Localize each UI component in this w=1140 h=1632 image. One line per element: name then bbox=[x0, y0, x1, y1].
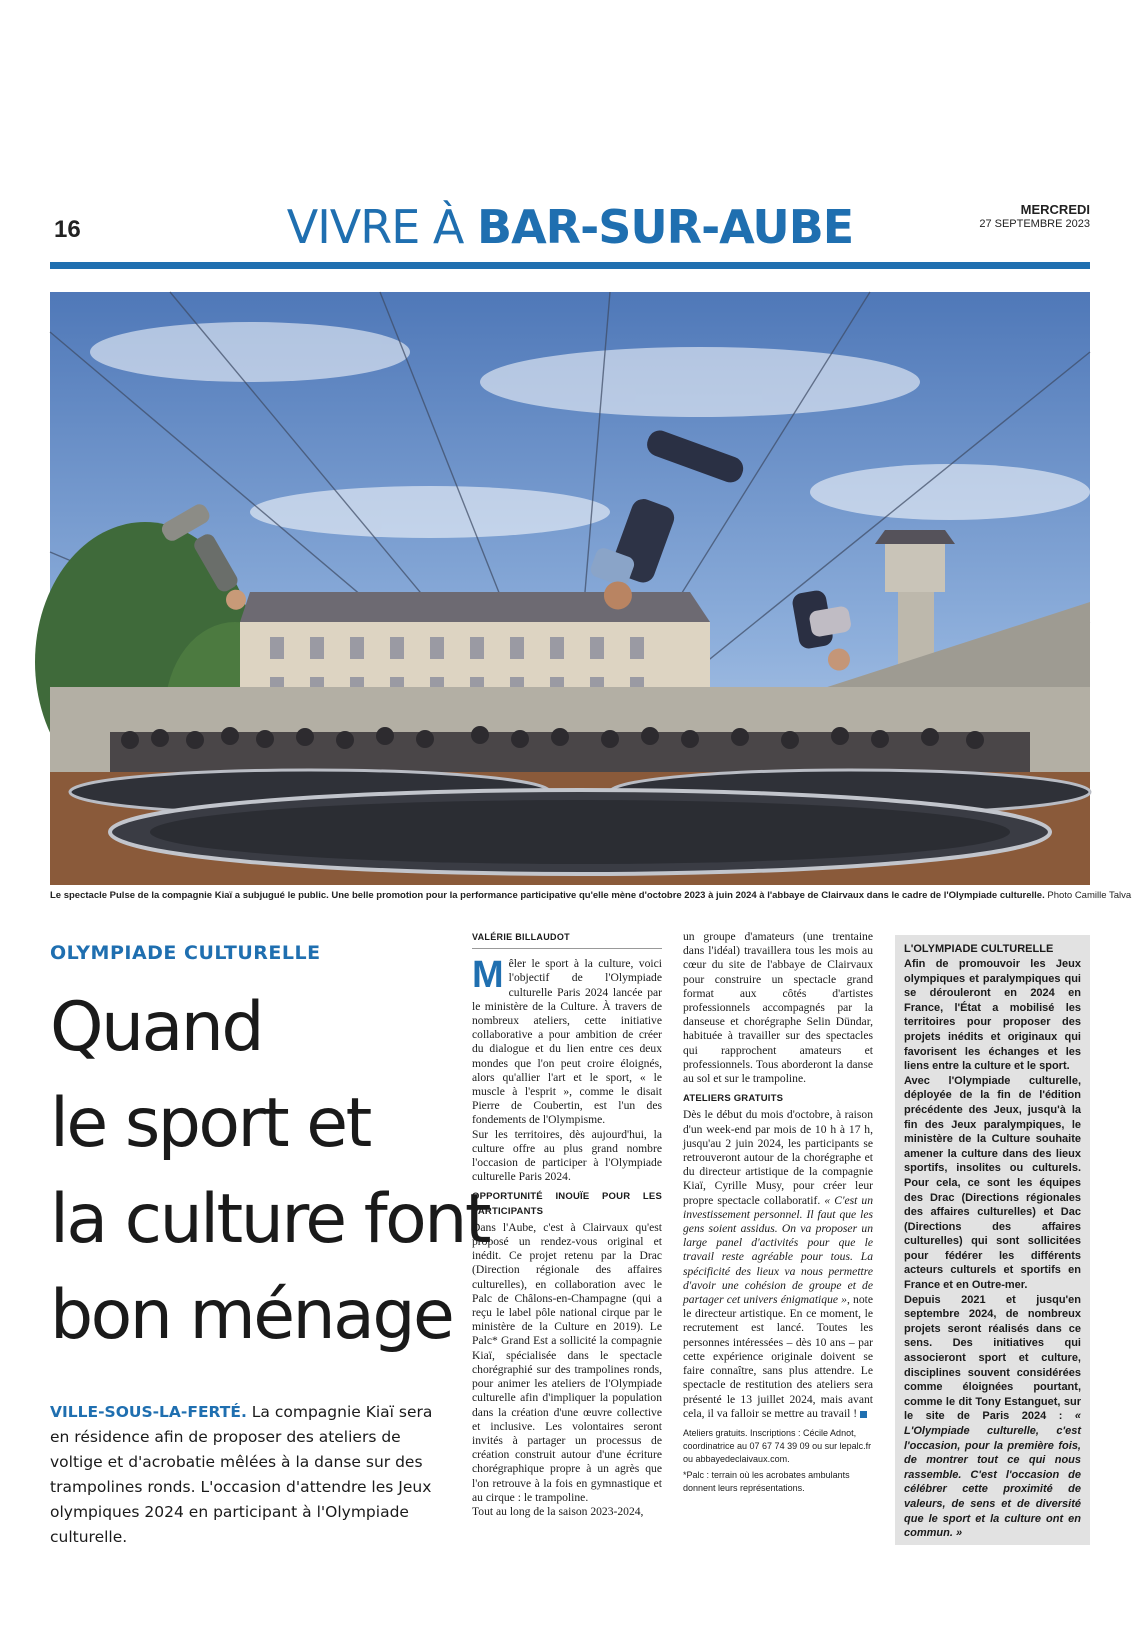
headline-line: le sport et bbox=[50, 1084, 370, 1163]
section-title bbox=[50, 200, 1090, 254]
section-title-bold: BAR-SUR-AUBE bbox=[477, 200, 854, 254]
paragraph: un groupe d'amateurs (une trentaine dans l'idéal) travaillera tous les mois au cœur du site de l'abbaye de Clairvaux pour construire un spectacle grand format aux côtés d'artistes professionnels accompagnés par la danseuse et chorégraphe Selin Dündar, habituée à travailler sur des spectacles qui rapprochent amateurs et professionnels. Tous aborderont la danse au sol et sur le trampoline. bbox=[683, 930, 873, 1086]
subhead: ATELIERS GRATUITS bbox=[683, 1093, 784, 1105]
photo-credit: Photo Camille Talva bbox=[1047, 890, 1132, 901]
sidebar-paragraph: Afin de promouvoir les Jeux olympiques et paralympiques qui se dérouleront en 2024 en France, l'État a mobilisé les territoires pour proposer des projets inédits et originaux qui favorisent les échanges et les liens entre la culture et le sport. bbox=[904, 958, 1081, 1073]
headline-line: Quand bbox=[50, 988, 263, 1067]
byline: VALÉRIE BILLAUDOT bbox=[472, 930, 662, 949]
headline-line: la culture font bbox=[50, 1180, 490, 1259]
subhead: OPPORTUNITÉ INOUÏE POUR LES PARTICIPANTS bbox=[472, 1191, 662, 1217]
article-headline bbox=[50, 980, 490, 1364]
caption-text: Le spectacle Pulse de la compagnie Kiaï a subjugué le public. Une belle promotion pour la performance participative qu'elle mène d'octobre 2023 à juin 2024 à l'abbaye de Clairvaux dans le cadre de l'Olympiade culturelle. bbox=[50, 890, 1045, 901]
paragraph: Sur les territoires, dès aujourd'hui, la culture offre au plus grand nombre l'occasion de participer à l'Olympiade culturelle Paris 2024. bbox=[472, 1127, 662, 1184]
main-photo bbox=[50, 292, 1090, 885]
section-title-thin: VIVRE À bbox=[286, 200, 464, 254]
page-number: 16 bbox=[54, 216, 81, 243]
paragraph-text: Dès le début du mois d'octobre, à raison d'un week-end par mois de 10 h à 17 h, jusqu'au 2 juin 2024, les participants se retrouveront autour de la chorégraphe et du directeur artistique de la compagnie Kiaï, Cyrille Musy, pour créer leur propre spectacle collaboratif. bbox=[683, 1108, 873, 1207]
paragraph bbox=[472, 954, 662, 1127]
photo-illustration bbox=[50, 292, 1090, 885]
lede-place: VILLE-SOUS-LA-FERTÉ. bbox=[50, 1403, 247, 1421]
dropcap: M bbox=[472, 954, 504, 997]
paragraph-text: êler le sport à la culture, voici l'objectif de l'Olympiade culturelle Paris 2024 lancée par le ministère de la Culture. À travers de nombreux ateliers, cette initiative collaborative a pour ambition de créer du dialogue et du lien entre ces deux mondes que l'on peut croire éloignés, alors qu'allier l'art et le sport, « le muscle à l'esprit », comme le disait Pierre de Coubertin, est l'un des fondements de l'Olympisme. bbox=[472, 957, 662, 1127]
paragraph: Tout au long de la saison 2023-2024, bbox=[472, 1504, 644, 1518]
sidebar-quote: « L'Olympiade culturelle, c'est l'occasion, pour la première fois, de montrer tout ce qui nous rassemble. C'est l'occasion de célébrer cette proximité de valeurs, de sens et de diversité que le sport et la culture ont en commun. » bbox=[904, 1410, 1081, 1540]
lede-text: La compagnie Kiaï sera en résidence afin de proposer des ateliers de voltige et d'acrobatie mêlées à la danse sur des trampolines ronds. L'occasion d'attendre les Jeux olympiques 2024 en participant à l'Olympiade culturelle. bbox=[50, 1403, 433, 1546]
end-mark-icon bbox=[860, 1411, 867, 1418]
sidebar-title: L'OLYMPIADE CULTURELLE bbox=[904, 943, 1054, 955]
sidebar-paragraph: Avec l'Olympiade culturelle, déployée de la fin de l'édition précédente des Jeux, jusqu'à la fin des Jeux paralympiques, le ministère de la Culture souhaite amener la culture dans des lieux sportifs, insolites ou culturels. Pour cela, ce sont les équipes des Drac (Directions régionales des affaires culturelles) et Dac (Directions des affaires culturelles) qui sont sollicitées pour fédérer les différents acteurs culturels et sportifs en France et en Outre-mer. bbox=[904, 1074, 1081, 1292]
footnote: *Palc : terrain où les acrobates ambulants donnent leurs représentations. bbox=[683, 1469, 850, 1493]
headline-line: bon ménage bbox=[50, 1276, 453, 1355]
sidebar-paragraph bbox=[904, 1293, 1081, 1541]
paragraph: Dans l'Aube, c'est à Clairvaux qu'est proposé un rendez-vous original et inédit. Ce projet retenu par la Drac (Direction régionale des affaires culturelles), en collaboration avec le Palc de Châlons-en-Champagne (qui a reçu le label pôle national cirque par le ministère de la Culture en 2019). Le Palc* Grand Est a sollicité la compagnie Kiaï, spécialisée dans le spectacle chorégraphié sur des trampolines ronds, pour animer les ateliers de l'Olympiade culturelle afin d'impliquer la population dans la création d'une œuvre collective et inclusive. Les volontaires seront invités à partager un processus de création construit autour d'une écriture chorégraphique propre à un agrès que l'on retrouve à la fois en gymnastique et au cirque : le trampoline. bbox=[472, 1220, 662, 1504]
date: 27 SEPTEMBRE 2023 bbox=[979, 218, 1090, 230]
sidebar-text bbox=[904, 957, 1081, 1541]
quote: « C'est un investissement personnel. Il faut que les gens soient assidus. On va proposer un large panel d'activités pour que le travail reste agréable pour tous. La spécificité des lieux va nous permettre d'avoir une cohésion de groupe et de partager cet univers énigmatique » bbox=[683, 1193, 873, 1307]
body-column-2 bbox=[683, 930, 873, 1495]
paragraph bbox=[683, 1108, 873, 1420]
body-column-1 bbox=[472, 930, 662, 1519]
page-header bbox=[50, 198, 1090, 260]
paragraph-text: , note le directeur artistique. En ce moment, le recrutement est lancé. Toutes les personnes intéressées – dès 10 ans – par cette expérience originale doivent se faire connaître, sans plus attendre. Le spectacle de restitution des ateliers sera présenté le 13 juillet 2024, mais avant cela, il va falloir se mettre au travail ! bbox=[683, 1293, 873, 1420]
sidebar-box bbox=[895, 935, 1090, 1545]
article-kicker: OLYMPIADE CULTURELLE bbox=[50, 942, 321, 964]
date-box bbox=[979, 202, 1090, 230]
sidebar-paragraph-text: Depuis 2021 et jusqu'en septembre 2024, de nombreux projets seront réalisés dans ce sens. Des initiatives qui associeront sport et culture, disciplines souvent considérées comme éloignées pourtant, comme le dit Tony Estanguet, sur le site de Paris 2024 : bbox=[904, 1293, 1081, 1423]
photo-caption bbox=[50, 890, 1132, 901]
article-lede bbox=[50, 1400, 455, 1550]
practical-info: Ateliers gratuits. Inscriptions : Cécile Adnot, coordinatrice au 07 67 74 39 09 ou sur lepalc.fr ou abbayedeclaivaux.com. bbox=[683, 1427, 872, 1464]
weekday: MERCREDI bbox=[1020, 202, 1090, 217]
header-rule bbox=[50, 262, 1090, 269]
